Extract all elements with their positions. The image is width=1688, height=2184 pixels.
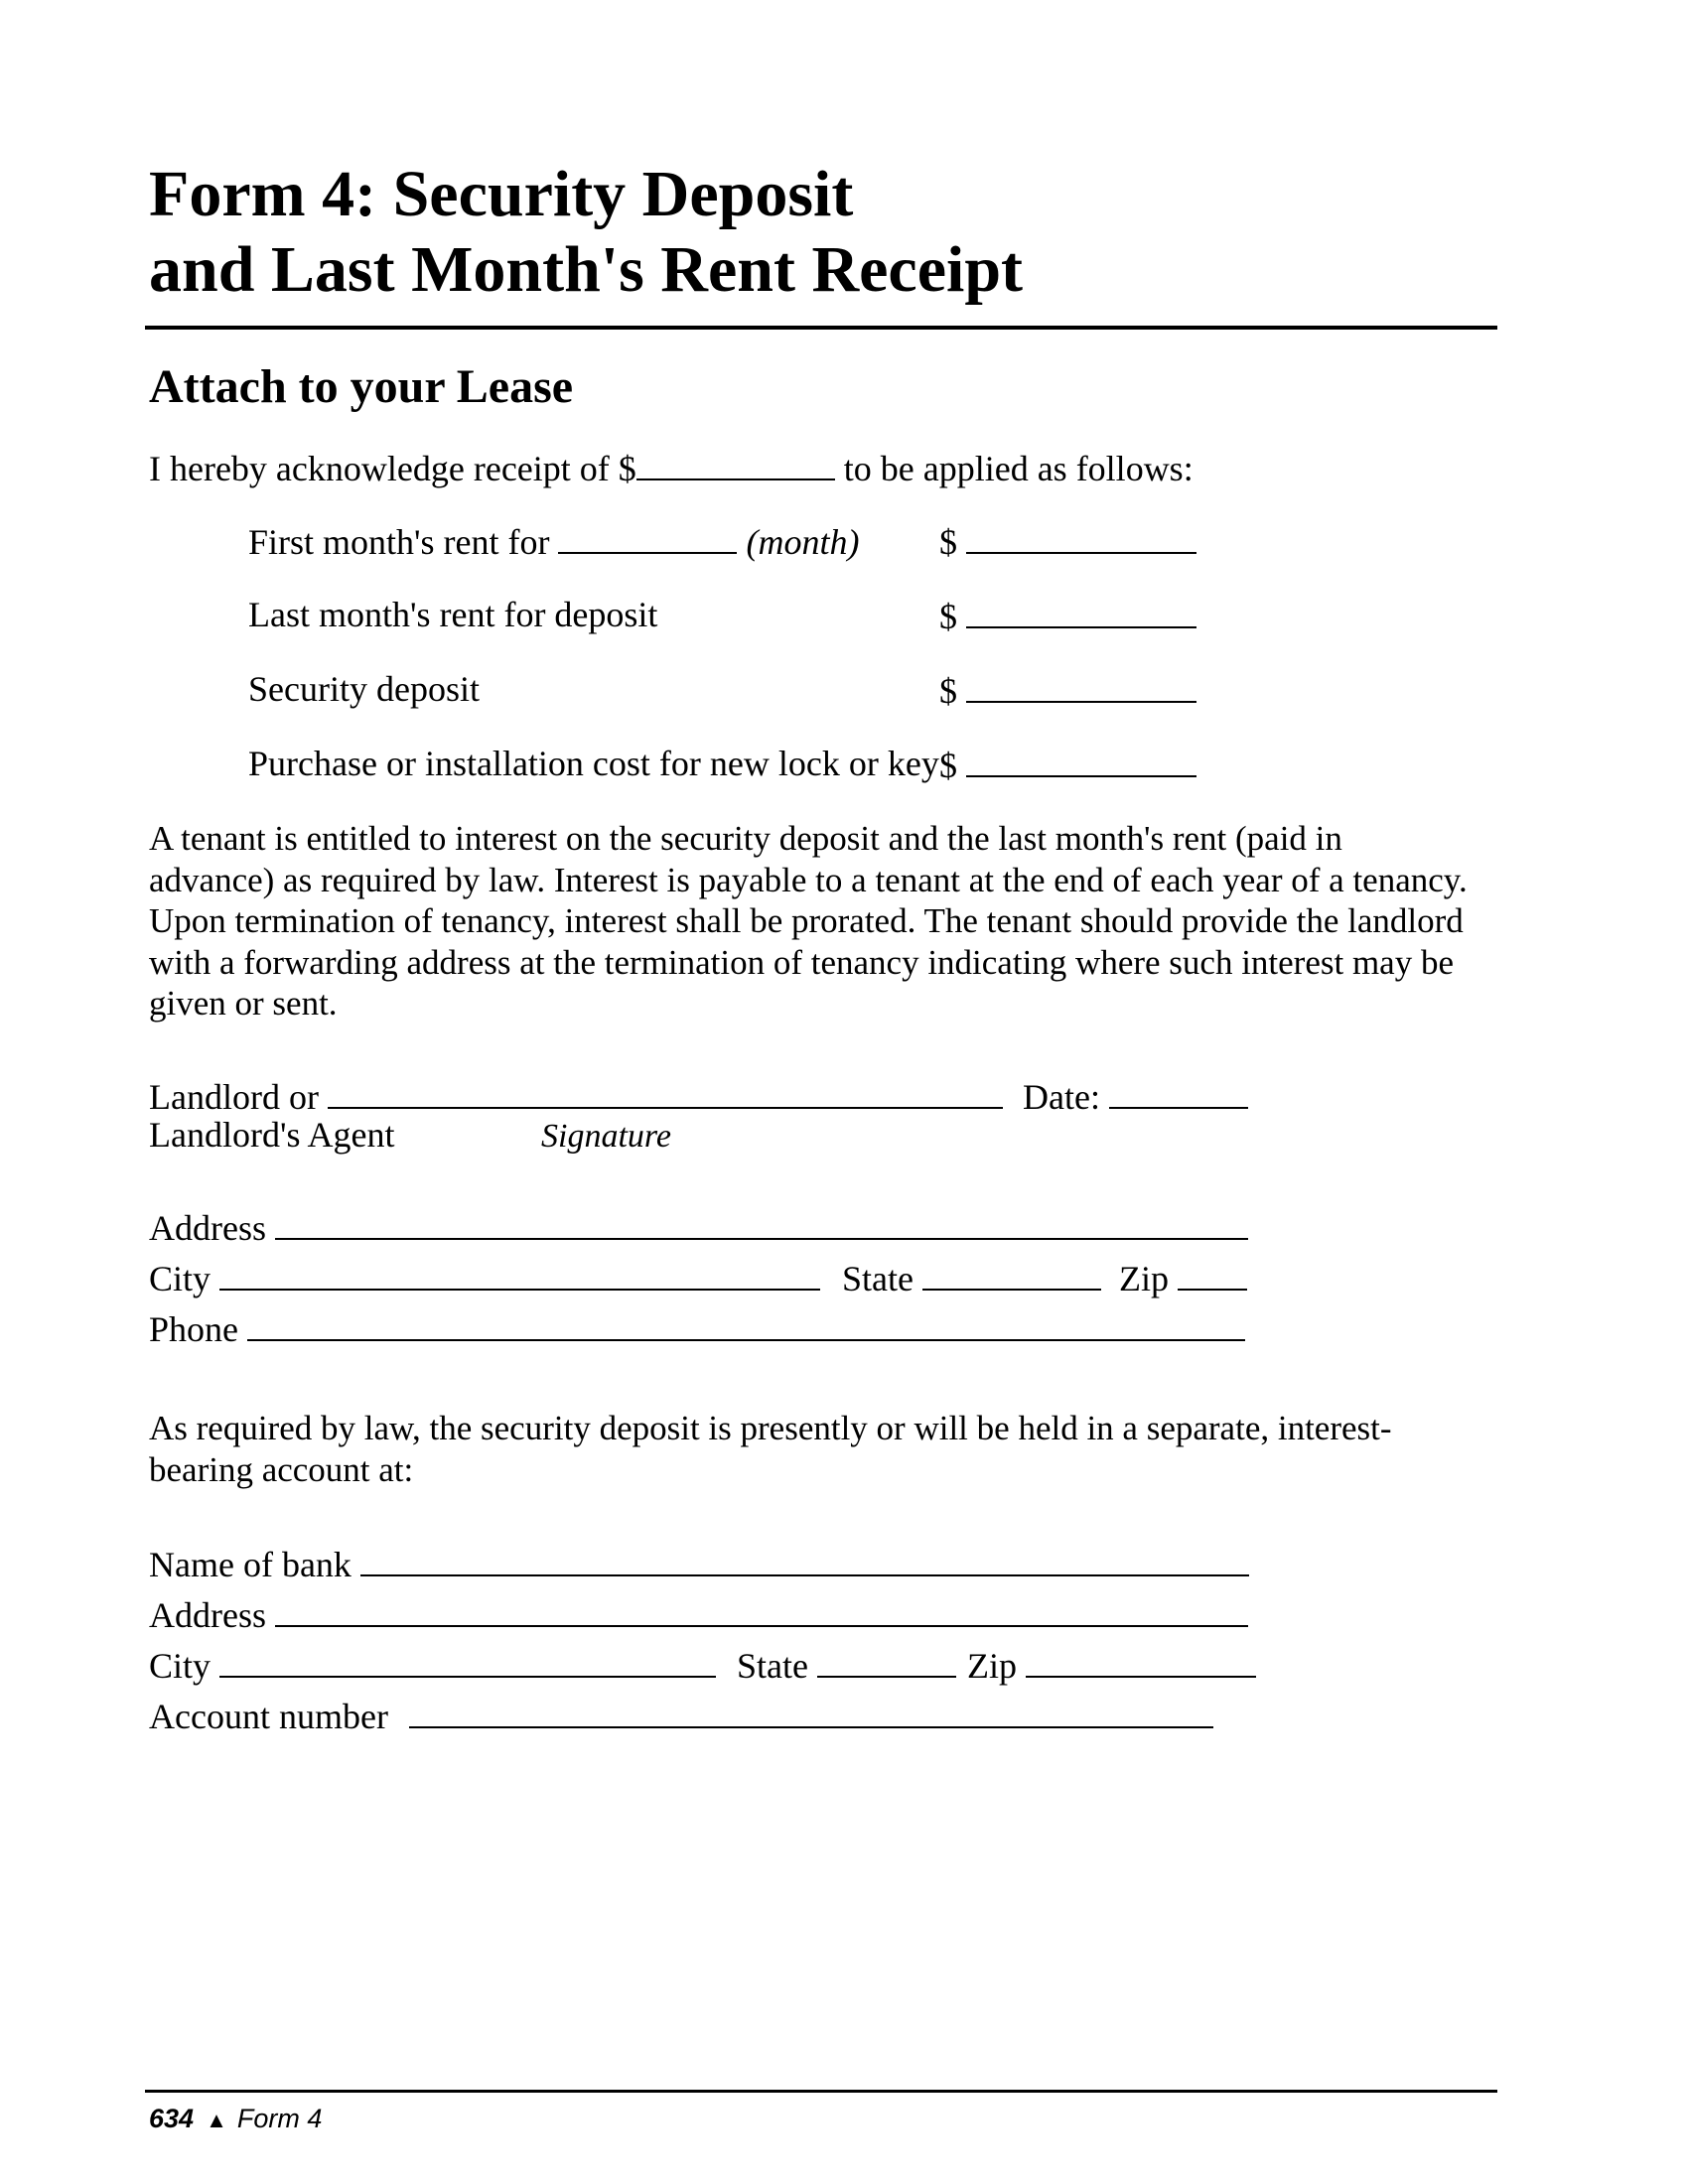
landlord-agent-label: Landlord's Agent [149,1115,395,1155]
bank-address-label: Address [149,1595,266,1635]
landlord-city-row [149,1255,820,1300]
state-label: State [842,1259,914,1298]
account-number-label: Account number [149,1697,388,1736]
landlord-signature-field[interactable] [328,1073,1003,1109]
bank-state-label: State [737,1646,808,1686]
page-footer [149,2101,322,2138]
security-deposit-amount [939,667,1196,713]
bank-address-field[interactable] [275,1591,1248,1627]
security-deposit-label: Security deposit [248,669,480,709]
account-number-row [149,1693,1213,1738]
address-label: Address [149,1208,266,1248]
page-title [149,157,1023,308]
signature-hint: Signature [541,1118,671,1155]
first-month-amount-field[interactable] [966,518,1196,554]
last-month-label: Last month's rent for deposit [248,595,658,634]
security-deposit-amount-field[interactable] [966,667,1196,703]
triangle-icon: ▲ [206,2108,227,2132]
first-month-amount [939,518,1196,564]
footer-form-label: Form 4 [236,2104,323,2133]
date-row [1023,1073,1248,1119]
lock-cost-amount-field[interactable] [966,742,1196,777]
receipt-intro-suffix: to be applied as follows: [843,449,1194,488]
bank-state-field[interactable] [817,1642,956,1678]
bank-name-label: Name of bank [149,1545,352,1584]
currency-symbol: $ [939,746,957,785]
lock-cost-label: Purchase or installation cost for new lock or key [248,744,939,783]
currency-symbol: $ [939,522,957,562]
landlord-state-row [842,1255,1101,1300]
section-subtitle: Attach to your Lease [149,360,574,413]
lock-cost-amount [939,742,1196,787]
date-field[interactable] [1109,1073,1248,1109]
currency-symbol: $ [939,671,957,711]
landlord-address-row [149,1204,1248,1250]
landlord-address-field[interactable] [275,1204,1248,1240]
account-number-field[interactable] [409,1693,1213,1728]
bank-zip-label: Zip [967,1646,1017,1686]
bank-name-row [149,1541,1249,1586]
city-label: City [149,1259,211,1298]
currency-symbol: $ [939,597,957,636]
landlord-zip-field[interactable] [1178,1255,1247,1291]
bank-city-field[interactable] [219,1642,716,1678]
receipt-intro-prefix: I hereby acknowledge receipt of $ [149,449,636,488]
bank-city-label: City [149,1646,211,1686]
landlord-phone-field[interactable] [247,1305,1245,1341]
landlord-label: Landlord or [149,1077,319,1117]
first-month-row [248,518,859,564]
phone-label: Phone [149,1309,238,1349]
page-number: 634 [149,2104,195,2133]
bank-city-row [149,1642,716,1688]
first-month-label: First month's rent for [248,522,550,562]
title-line-2: and Last Month's Rent Receipt [149,233,1024,306]
first-month-name-field[interactable] [558,518,737,554]
receipt-intro [149,445,1194,490]
bank-zip-row [967,1642,1256,1688]
date-label: Date: [1023,1077,1100,1117]
interest-paragraph: A tenant is entitled to interest on the security deposit and the last month's rent (paid in advance) as required by law. Interest is payable to a tenant at the end of each year of a tenancy. Upon termination of tenancy, interest shall be prorated. The tenant should provide the landlord with a forwarding address at the termination of tenancy indicating where such interest may be given or sent. [149,819,1468,1023]
title-divider [145,326,1497,330]
landlord-phone-row [149,1305,1245,1351]
last-month-amount-field[interactable] [966,593,1196,628]
footer-divider [145,2090,1497,2093]
bank-name-field[interactable] [360,1541,1249,1576]
month-hint: (month) [746,522,860,562]
bank-paragraph: As required by law, the security deposit is presently or will be held in a separate, interest-bearing account at: [149,1409,1392,1489]
last-month-amount [939,593,1196,638]
bank-address-row [149,1591,1248,1637]
title-line-1: Form 4: Security Deposit [149,158,854,230]
landlord-state-field[interactable] [922,1255,1101,1291]
bank-zip-field[interactable] [1026,1642,1256,1678]
zip-label: Zip [1119,1259,1169,1298]
landlord-zip-row [1119,1255,1247,1300]
bank-state-row [737,1642,956,1688]
landlord-city-field[interactable] [219,1255,820,1291]
total-amount-field[interactable] [636,445,835,480]
